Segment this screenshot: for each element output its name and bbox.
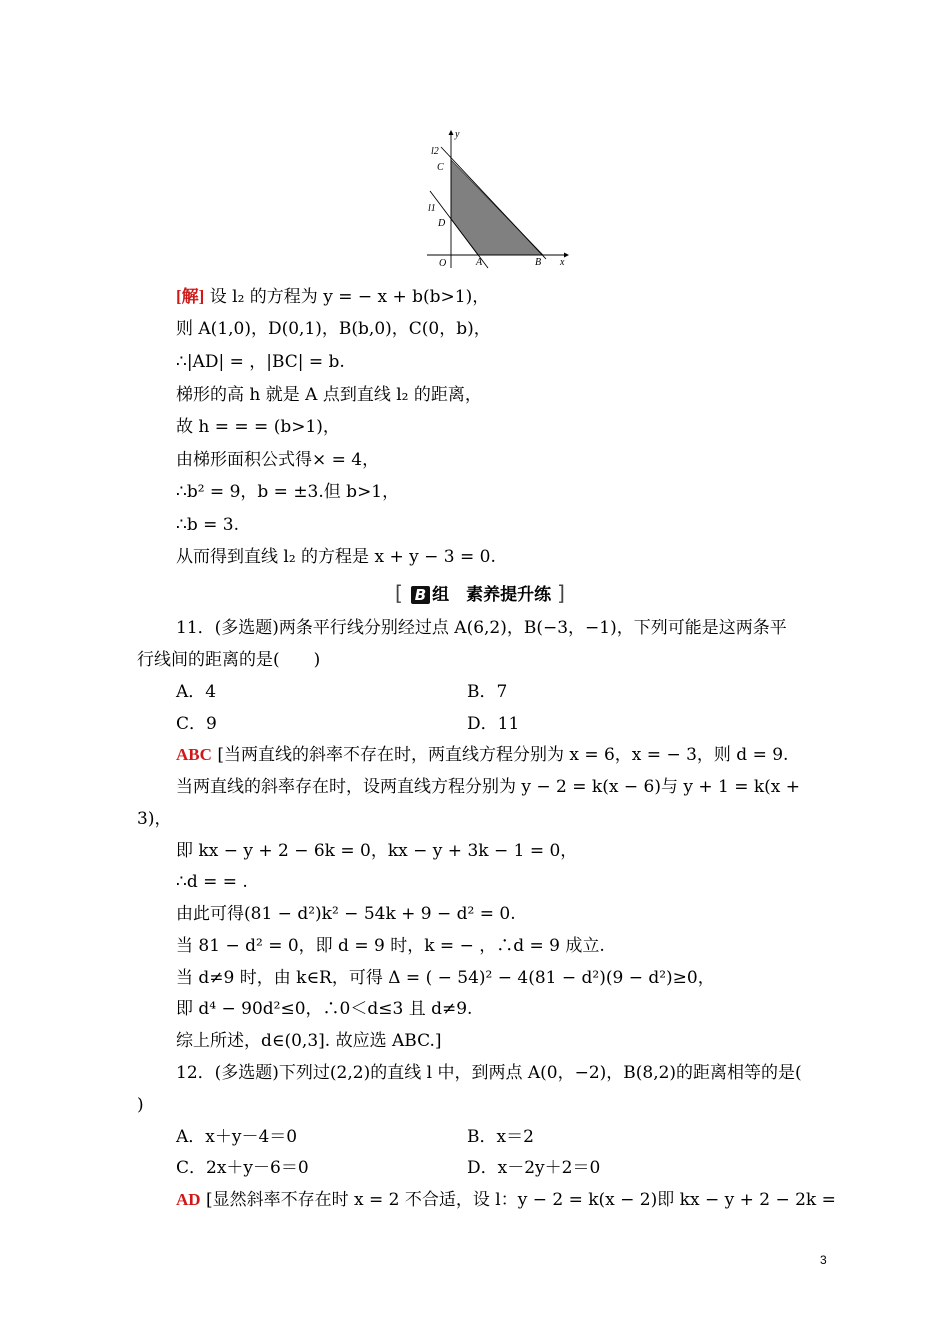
trapezoid-figure — [422, 128, 572, 270]
q11-solution-line-8: 当 d≠9 时，由 k∈R，可得 Δ = ( − 54)² − 4(81 − d²)(9 − d²)≥0， — [176, 968, 715, 988]
solution-text: 设 l₂ 的方程为 y = − x + b(b>1)， — [209, 287, 490, 307]
q12-solution-text: [显然斜率不存在时 x = 2 不合适，设 l：y − 2 = k(x − 2)即 kx − y + 2 − 2k = — [205, 1190, 836, 1210]
q11-solution-line-2: 当两直线的斜率存在时，设两直线方程分别为 y − 2 = k(x − 6)与 y + 1 = k(x + — [176, 777, 801, 797]
label-B: B — [535, 257, 542, 268]
q11-option-d: D．11 — [467, 714, 520, 734]
solution-line-3: ∴|AD| = ，|BC| = b. — [176, 352, 345, 372]
label-O: O — [439, 258, 447, 269]
q11-solution-line-4: 即 kx − y + 2 − 6k = 0，kx − y + 3k − 1 = 0， — [176, 841, 578, 861]
label-A: A — [476, 257, 483, 268]
q11-option-b: B．7 — [467, 682, 508, 702]
q11-stem-1: 11．(多选题)两条平行线分别经过点 A(6,2)，B(−3，−1)，下列可能是这两条平 — [176, 618, 787, 638]
group-letter-badge: B — [411, 586, 430, 604]
q12-solution-line-1 — [176, 1189, 836, 1211]
q12-option-a: A．x＋y－4＝0 — [176, 1127, 298, 1147]
q11-solution-line-7: 当 81 − d² = 0，即 d = 9 时，k = − ，∴d = 9 成立. — [176, 936, 605, 956]
q11-solution-line-6: 由此可得(81 − d²)k² − 54k + 9 − d² = 0. — [176, 904, 516, 924]
q12-option-d: D．x－2y＋2＝0 — [467, 1158, 601, 1178]
page-number: 3 — [820, 1253, 827, 1267]
q11-solution-line-10: 综上所述，d∈(0,3]. 故应选 ABC.] — [176, 1031, 442, 1051]
q12-option-b: B．x＝2 — [467, 1127, 534, 1147]
label-C: C — [437, 162, 444, 173]
q11-solution-text: [当两直线的斜率不存在时，两直线方程分别为 x = 6，x = − 3，则 d = 9. — [217, 745, 789, 765]
banner-bracket-right: ] — [557, 581, 565, 605]
q11-solution-line-9: 即 d⁴ − 90d²≤0，∴0＜d≤3 且 d≠9. — [176, 999, 473, 1019]
label-D: D — [438, 218, 446, 229]
q11-option-c: C．9 — [176, 714, 217, 734]
solution-line-6: 由梯形面积公式得× = 4， — [176, 450, 380, 470]
q12-stem-2: ) — [137, 1095, 144, 1115]
solution-line-5: 故 h = = = (b>1)， — [176, 417, 340, 437]
q12-option-c: C．2x＋y－6＝0 — [176, 1158, 309, 1178]
q11-answer: ABC — [176, 745, 212, 764]
q11-option-row-1 — [176, 681, 216, 703]
solution-line-4: 梯形的高 h 就是 A 点到直线 l₂ 的距离， — [176, 385, 482, 405]
q11-stem-2: 行线间的距离的是( ) — [137, 650, 321, 670]
q11-solution-line-1 — [176, 744, 788, 766]
q11-solution-line-3: 3)， — [137, 809, 172, 829]
section-title: 组 素养提升练 — [432, 585, 552, 605]
label-x: x — [560, 257, 565, 268]
label-y: y — [455, 129, 460, 140]
q12-answer: AD — [176, 1190, 201, 1209]
q12-stem-1: 12．(多选题)下列过(2,2)的直线 l 中，到两点 A(0，−2)，B(8,2)的距离相等的是( — [176, 1063, 802, 1083]
solution-tag: [解] — [176, 287, 205, 306]
solution-line-7: ∴b² = 9，b = ±3.但 b>1， — [176, 482, 400, 502]
label-l1: l1 — [428, 203, 436, 214]
solution-line-2: 则 A(1,0)，D(0,1)，B(b,0)，C(0，b)， — [176, 319, 491, 339]
section-banner — [395, 580, 565, 606]
q11-solution-line-5: ∴d = = . — [176, 872, 248, 892]
solution-line-9: 从而得到直线 l₂ 的方程是 x + y − 3 = 0. — [176, 547, 496, 567]
q11-option-a: A．4 — [176, 682, 217, 702]
solution-line-8: ∴b = 3. — [176, 515, 239, 535]
label-l2: l2 — [431, 146, 439, 157]
banner-bracket-left: [ — [395, 581, 403, 605]
solution-line-1 — [176, 286, 489, 308]
